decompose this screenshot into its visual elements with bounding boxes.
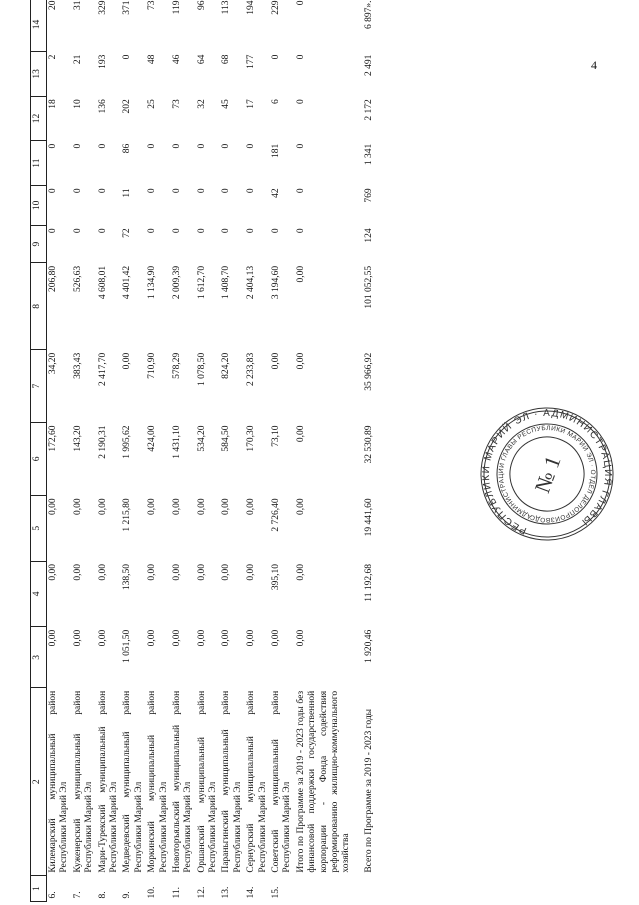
cell-value: 0,00 xyxy=(147,629,158,647)
cell-value: 0 xyxy=(72,228,83,234)
row-name: Сернурский муниципальный район Республики Марий Эл xyxy=(246,690,268,873)
cell-value: 0,00 xyxy=(97,564,108,581)
cell-value: 229 xyxy=(271,0,282,15)
cell-value: 1 134,90 xyxy=(147,265,158,300)
table-row xyxy=(97,0,122,902)
cell-value: 0,00 xyxy=(147,498,158,515)
cell-value: 0,00 xyxy=(196,564,207,581)
column-header: 8 xyxy=(31,263,47,350)
cell-value: 0,00 xyxy=(72,498,83,515)
cell-value: 0,00 xyxy=(171,564,182,581)
cell-value: 73 xyxy=(147,0,158,10)
cell-value: 0 xyxy=(221,228,232,234)
row-name: Новоторъяльский муниципальный район Республики Марий Эл xyxy=(171,690,194,873)
cell-value: 0 xyxy=(147,188,158,194)
program-table xyxy=(30,0,376,902)
cell-value: 769 xyxy=(363,188,374,203)
cell-value: 0 xyxy=(246,143,257,149)
cell-value: 11 xyxy=(122,188,133,198)
cell-value: 0,00 xyxy=(295,352,306,370)
column-header: 7 xyxy=(31,350,47,423)
column-header: 12 xyxy=(31,96,47,141)
table-row xyxy=(295,0,354,902)
cell-value: 534,20 xyxy=(196,425,207,452)
cell-value: 0 xyxy=(97,228,108,234)
cell-value: 194 xyxy=(246,0,257,15)
column-header: 14 xyxy=(31,0,47,52)
column-header: 10 xyxy=(31,185,47,225)
cell-value: 1 995,62 xyxy=(122,425,133,459)
cell-value: 2 491 xyxy=(363,54,374,76)
row-name: Итого по Программе за 2019 - 2023 годы без финансовой поддержки государственной корпорации - Фонда содействия реформированию жилищно-коммунального хозяйства xyxy=(295,690,352,873)
cell-value: 0 xyxy=(295,143,306,149)
cell-value: 0 xyxy=(171,228,182,234)
row-index: 8. xyxy=(97,891,108,899)
row-index: 11. xyxy=(171,886,182,899)
cell-value: 1 215,80 xyxy=(122,498,133,532)
cell-value: 18 xyxy=(48,99,58,109)
cell-value: 578,29 xyxy=(171,352,182,379)
cell-value: 1 612,70 xyxy=(196,265,207,300)
cell-value: 1 408,70 xyxy=(221,265,232,300)
cell-value: 0,00 xyxy=(221,498,232,515)
column-header: 13 xyxy=(31,52,47,97)
cell-value: 0 xyxy=(271,54,282,60)
table-body xyxy=(47,0,377,902)
cell-value: 0 xyxy=(196,188,207,194)
cell-value: 34,20 xyxy=(48,352,58,375)
column-header: 1 xyxy=(31,876,47,902)
row-index: 9. xyxy=(122,891,133,899)
cell-value: 86 xyxy=(122,143,133,154)
cell-value: 0 xyxy=(48,228,58,234)
page-number: 4 xyxy=(591,58,597,72)
cell-value: 0 xyxy=(171,188,182,194)
cell-value: 72 xyxy=(122,228,133,238)
seal-ring-text: РЕСПУБЛИКИ МАРИЙ ЭЛ · АДМИНИСТРАЦИЯ ГЛАВЫ xyxy=(480,407,614,536)
seal-inner-text: АДМИНИСТРАЦИИ ГЛАВЫ РЕСПУБЛИКИ МАРИЙ ЭЛ · ОТДЕЛ ДЕЛОПРОИЗВОДСТВА xyxy=(497,424,597,524)
cell-value: 0,00 xyxy=(295,425,306,443)
cell-value: 0,00 xyxy=(97,629,108,647)
row-index: 6. xyxy=(48,891,58,899)
row-name: Советский муниципальный район Республики Марий Эл xyxy=(271,690,293,873)
cell-value: 0,00 xyxy=(221,564,232,581)
cell-value: 0 xyxy=(97,143,108,149)
cell-value: 136 xyxy=(97,99,108,114)
table-row xyxy=(171,0,196,902)
row-index: 7. xyxy=(72,891,83,899)
row-name: Медведевский муниципальный район Республики Марий Эл xyxy=(122,690,144,873)
row-index: 14. xyxy=(246,886,257,899)
cell-value: 45 xyxy=(221,99,232,109)
row-name: Килемарский муниципальный район Республики Марий Эл xyxy=(48,690,70,873)
cell-value: 25 xyxy=(147,99,158,109)
cell-value: 0,00 xyxy=(221,629,232,647)
cell-value: 0 xyxy=(295,0,306,6)
table-rotator xyxy=(30,0,550,902)
cell-value: 383,43 xyxy=(72,352,83,379)
cell-value: 124 xyxy=(363,228,374,243)
cell-value: 395,10 xyxy=(271,564,282,591)
table-row xyxy=(47,0,72,902)
cell-value: 32 530,89 xyxy=(363,425,374,464)
cell-value: 0 xyxy=(246,228,257,234)
cell-value: 0 xyxy=(72,143,83,149)
cell-value: 6 897». xyxy=(363,0,374,29)
cell-value: 0 xyxy=(295,188,306,194)
cell-value: 172,60 xyxy=(48,425,58,452)
row-index: 13. xyxy=(221,886,232,899)
row-index: 15. xyxy=(271,886,282,899)
cell-value: 0 xyxy=(221,143,232,149)
cell-value: 824,20 xyxy=(221,352,232,379)
cell-value: 2 172 xyxy=(363,99,374,121)
row-name: Мари-Турекский муниципальный район Республики Марий Эл xyxy=(97,690,119,873)
cell-value: 0 xyxy=(147,228,158,234)
cell-value: 0,00 xyxy=(295,564,306,581)
cell-value: 0,00 xyxy=(246,498,257,515)
row-name: Параньгинский муниципальный район Республики Марий Эл xyxy=(221,690,243,873)
cell-value: 0,00 xyxy=(48,564,58,581)
cell-value: 0,00 xyxy=(271,352,282,370)
cell-value: 0,00 xyxy=(147,564,158,581)
row-name: Куженерский муниципальный район Республики Марий Эл xyxy=(72,690,95,873)
cell-value: 0,00 xyxy=(72,564,83,581)
cell-value: 19 441,60 xyxy=(363,498,374,537)
header-row xyxy=(31,0,47,902)
cell-value: 2 404,13 xyxy=(246,265,257,300)
column-header: 11 xyxy=(31,141,47,186)
column-header: 9 xyxy=(31,225,47,263)
cell-value: 0,00 xyxy=(196,498,207,515)
cell-value: 68 xyxy=(221,54,232,65)
cell-value: 73,10 xyxy=(271,425,282,447)
cell-value: 0 xyxy=(295,54,306,60)
cell-value: 0 xyxy=(246,188,257,194)
cell-value: 17 xyxy=(246,99,257,109)
column-header: 4 xyxy=(31,561,47,627)
cell-value: 46 xyxy=(171,54,182,65)
column-header: 2 xyxy=(31,688,47,876)
row-name: Моркинский муниципальный район Республики Марий Эл xyxy=(147,690,169,873)
cell-value: 424,00 xyxy=(147,425,158,452)
cell-value: 0 xyxy=(122,54,133,60)
cell-value: 35 966,92 xyxy=(363,352,374,391)
cell-value: 0,00 xyxy=(48,629,58,647)
cell-value: 2 xyxy=(48,54,58,60)
cell-value: 526,63 xyxy=(72,265,83,292)
cell-value: 2 726,40 xyxy=(271,498,282,532)
cell-value: 143,20 xyxy=(72,425,83,452)
cell-value: 48 xyxy=(147,54,158,65)
cell-value: 0 xyxy=(48,188,58,194)
row-index xyxy=(354,876,376,902)
table-row xyxy=(245,0,270,902)
seal-number: № 1 xyxy=(529,452,566,497)
cell-value: 202 xyxy=(122,99,133,114)
cell-value: 20 xyxy=(48,0,58,10)
table-row xyxy=(220,0,245,902)
official-seal xyxy=(478,405,616,543)
column-header: 5 xyxy=(31,495,47,561)
cell-value: 0,00 xyxy=(48,498,58,515)
row-index: 10. xyxy=(147,886,158,899)
cell-value: 0,00 xyxy=(246,629,257,647)
cell-value: 3 194,60 xyxy=(271,265,282,300)
cell-value: 31 xyxy=(72,0,83,10)
cell-value: 96 xyxy=(196,0,207,10)
cell-value: 371 xyxy=(122,0,133,15)
table-row xyxy=(146,0,171,902)
cell-value: 0 xyxy=(295,228,306,234)
cell-value: 21 xyxy=(72,54,83,65)
cell-value: 0 xyxy=(196,228,207,234)
cell-value: 113 xyxy=(221,0,232,15)
column-header: 3 xyxy=(31,627,47,688)
cell-value: 0 xyxy=(295,99,306,104)
cell-value: 0 xyxy=(97,188,108,194)
cell-value: 1 431,10 xyxy=(171,425,182,459)
cell-value: 0,00 xyxy=(295,498,306,515)
cell-value: 710,90 xyxy=(147,352,158,379)
cell-value: 0,00 xyxy=(295,265,306,283)
cell-value: 119 xyxy=(171,0,182,15)
cell-value: 0 xyxy=(48,143,58,149)
table-row xyxy=(72,0,97,902)
cell-value: 329 xyxy=(97,0,108,15)
cell-value: 1 920,46 xyxy=(363,629,374,664)
cell-value: 193 xyxy=(97,54,108,69)
cell-value: 4 401,42 xyxy=(122,265,133,300)
cell-value: 0,00 xyxy=(122,352,133,370)
cell-value: 0,00 xyxy=(196,629,207,647)
column-header: 6 xyxy=(31,423,47,496)
cell-value: 0 xyxy=(72,188,83,194)
table-row xyxy=(354,0,376,902)
cell-value: 42 xyxy=(271,188,282,198)
cell-value: 2 190,31 xyxy=(97,425,108,459)
cell-value: 1 078,50 xyxy=(196,352,207,386)
table-row xyxy=(121,0,146,902)
cell-value: 0,00 xyxy=(171,498,182,515)
cell-value: 0,00 xyxy=(295,629,306,647)
cell-value: 0 xyxy=(271,228,282,234)
cell-value: 73 xyxy=(171,99,182,109)
cell-value: 101 052,55 xyxy=(363,265,374,309)
cell-value: 170,30 xyxy=(246,425,257,452)
table-row xyxy=(270,0,295,902)
cell-value: 64 xyxy=(196,54,207,65)
cell-value: 1 341 xyxy=(363,143,374,166)
cell-value: 32 xyxy=(196,99,207,109)
cell-value: 0,00 xyxy=(72,629,83,647)
cell-value: 2 009,39 xyxy=(171,265,182,300)
cell-value: 177 xyxy=(246,54,257,69)
row-index: 12. xyxy=(196,886,207,899)
cell-value: 1 051,50 xyxy=(122,629,133,664)
cell-value: 2 233,83 xyxy=(246,352,257,386)
cell-value: 0,00 xyxy=(171,629,182,647)
row-index xyxy=(295,876,354,902)
cell-value: 0 xyxy=(196,143,207,149)
cell-value: 0 xyxy=(221,188,232,194)
cell-value: 2 417,70 xyxy=(97,352,108,386)
cell-value: 4 608,01 xyxy=(97,265,108,300)
cell-value: 181 xyxy=(271,143,282,159)
table-row xyxy=(196,0,221,902)
row-name: Оршанский муниципальный район Республики Марий Эл xyxy=(196,690,219,873)
cell-value: 584,50 xyxy=(221,425,232,452)
cell-value: 0,00 xyxy=(97,498,108,515)
cell-value: 6 xyxy=(271,99,282,104)
row-name: Всего по Программе за 2019 - 2023 годы xyxy=(363,708,374,873)
cell-value: 0 xyxy=(171,143,182,149)
cell-value: 11 192,68 xyxy=(363,564,374,602)
cell-value: 0,00 xyxy=(271,629,282,647)
cell-value: 10 xyxy=(72,99,83,109)
cell-value: 206,80 xyxy=(48,265,58,292)
cell-value: 0 xyxy=(147,143,158,149)
cell-value: 0,00 xyxy=(246,564,257,581)
cell-value: 138,50 xyxy=(122,564,133,591)
